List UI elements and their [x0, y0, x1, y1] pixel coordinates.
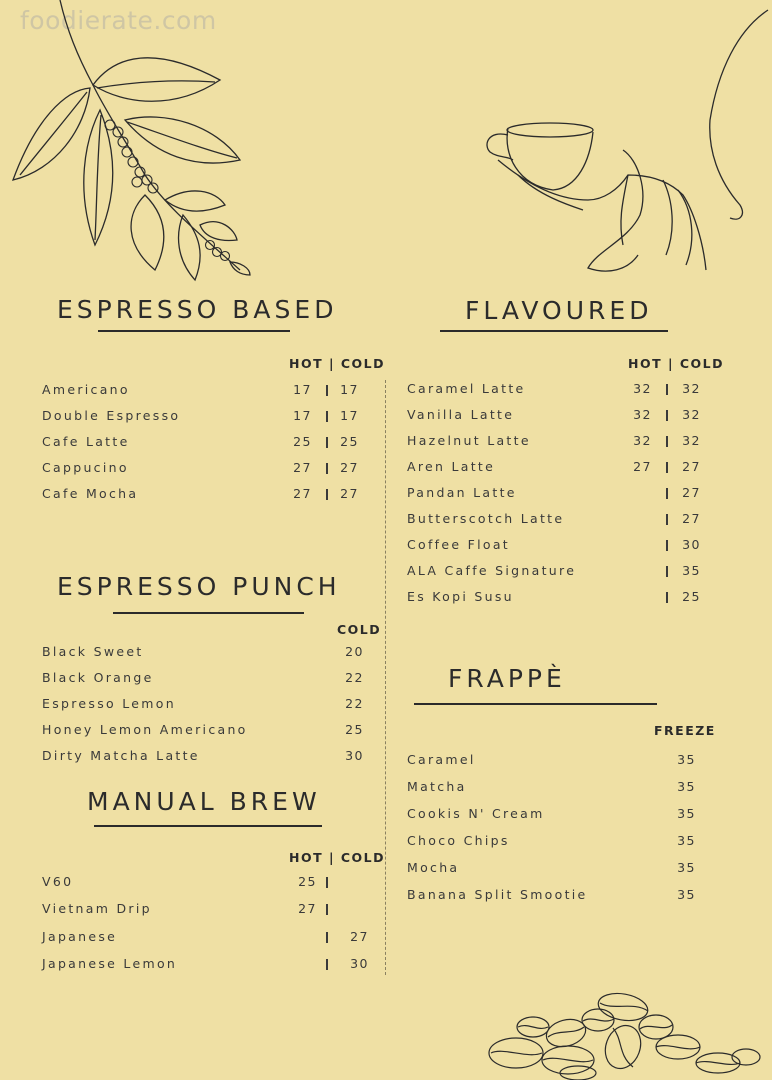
menu-item-name: ALA Caffe Signature — [407, 563, 577, 578]
price-cold: 17 — [340, 408, 359, 423]
price-cold: 25 — [345, 722, 364, 737]
menu-item-name: Butterscotch Latte — [407, 511, 565, 526]
menu-item-name: Banana Split Smootie — [407, 887, 588, 902]
price-freeze: 35 — [677, 752, 696, 767]
price-freeze: 35 — [677, 860, 696, 875]
menu-item-name: Caramel Latte — [407, 381, 526, 396]
price-separator — [326, 932, 328, 943]
title-underline — [414, 703, 657, 705]
price-hot: 25 — [298, 874, 317, 889]
price-separator — [326, 385, 328, 396]
menu-item-name: Coffee Float — [407, 537, 511, 552]
price-separator — [326, 489, 328, 500]
menu-item-name: Vietnam Drip — [42, 901, 152, 916]
price-cold: 32 — [682, 407, 701, 422]
menu-item-name: Black Sweet — [42, 644, 144, 659]
price-cold: 30 — [682, 537, 701, 552]
title-underline — [98, 330, 290, 332]
menu-item-name: Espresso Lemon — [42, 696, 176, 711]
menu-item-name: Black Orange — [42, 670, 154, 685]
price-cold: 32 — [682, 433, 701, 448]
section-title-espresso-punch: ESPRESSO PUNCH — [57, 572, 341, 601]
menu-item-name: Dirty Matcha Latte — [42, 748, 200, 763]
price-hot: 27 — [293, 486, 312, 501]
price-separator — [326, 437, 328, 448]
price-hot: 25 — [293, 434, 312, 449]
price-separator — [666, 592, 668, 603]
menu-item-name: Cookis N' Cream — [407, 806, 545, 821]
price-hot: 17 — [293, 382, 312, 397]
price-cold: 25 — [682, 589, 701, 604]
price-separator — [326, 411, 328, 422]
col-header-hot-cold: HOT | COLD — [289, 850, 386, 865]
price-cold: 27 — [682, 459, 701, 474]
coffee-beans-icon — [488, 985, 772, 1080]
price-freeze: 35 — [677, 887, 696, 902]
menu-item-name: Caramel — [407, 752, 476, 767]
price-cold: 22 — [345, 696, 364, 711]
price-separator — [666, 488, 668, 499]
price-hot: 32 — [633, 407, 652, 422]
price-cold: 27 — [340, 486, 359, 501]
price-separator — [666, 410, 668, 421]
menu-item-name: Mocha — [407, 860, 460, 875]
menu-item-name: Cafe Latte — [42, 434, 130, 449]
price-separator — [666, 436, 668, 447]
price-cold: 17 — [340, 382, 359, 397]
menu-item-name: Americano — [42, 382, 130, 397]
section-title-frappe: FRAPPÈ — [448, 664, 566, 693]
price-separator — [666, 462, 668, 473]
price-separator — [666, 384, 668, 395]
coffee-branch-icon — [5, 0, 255, 285]
price-cold: 22 — [345, 670, 364, 685]
section-title-espresso-based: ESPRESSO BASED — [57, 295, 338, 324]
price-separator — [666, 566, 668, 577]
price-hot: 32 — [633, 433, 652, 448]
watermark: foodierate.com — [20, 6, 217, 35]
price-freeze: 35 — [677, 779, 696, 794]
menu-item-name: Cappucino — [42, 460, 129, 475]
price-separator — [326, 959, 328, 970]
col-header-freeze: FREEZE — [654, 723, 716, 738]
price-cold: 25 — [340, 434, 359, 449]
hand-holding-cup-icon — [478, 0, 772, 285]
menu-item-name: Pandan Latte — [407, 485, 517, 500]
price-cold: 27 — [682, 485, 701, 500]
menu-item-name: Vanilla Latte — [407, 407, 515, 422]
menu-item-name: Honey Lemon Americano — [42, 722, 248, 737]
price-separator — [666, 540, 668, 551]
col-header-hot-cold: HOT | COLD — [628, 356, 725, 371]
menu-item-name: Japanese — [42, 929, 118, 944]
price-cold: 27 — [350, 929, 369, 944]
section-title-flavoured: FLAVOURED — [465, 296, 653, 325]
menu-item-name: Japanese Lemon — [42, 956, 178, 971]
price-hot: 27 — [298, 901, 317, 916]
price-cold: 30 — [345, 748, 364, 763]
col-header-hot-cold: HOT | COLD — [289, 356, 386, 371]
price-cold: 32 — [682, 381, 701, 396]
price-freeze: 35 — [677, 833, 696, 848]
menu-item-name: Cafe Mocha — [42, 486, 139, 501]
price-cold: 35 — [682, 563, 701, 578]
col-header-cold: COLD — [337, 622, 382, 637]
price-freeze: 35 — [677, 806, 696, 821]
price-cold: 27 — [340, 460, 359, 475]
menu-item-name: Hazelnut Latte — [407, 433, 531, 448]
price-cold: 20 — [345, 644, 364, 659]
price-hot: 27 — [293, 460, 312, 475]
price-hot: 17 — [293, 408, 312, 423]
title-underline — [94, 825, 322, 827]
menu-item-name: Double Espresso — [42, 408, 181, 423]
price-separator — [666, 514, 668, 525]
title-underline — [113, 612, 304, 614]
menu-item-name: Es Kopi Susu — [407, 589, 514, 604]
price-cold: 27 — [682, 511, 701, 526]
menu-item-name: Choco Chips — [407, 833, 510, 848]
menu-item-name: Matcha — [407, 779, 467, 794]
menu-item-name: Aren Latte — [407, 459, 496, 474]
price-cold: 30 — [350, 956, 369, 971]
section-title-manual-brew: MANUAL BREW — [87, 787, 321, 816]
price-separator — [326, 904, 328, 915]
price-hot: 27 — [633, 459, 652, 474]
price-separator — [326, 463, 328, 474]
column-divider — [385, 380, 386, 975]
price-hot: 32 — [633, 381, 652, 396]
menu-item-name: V60 — [42, 874, 74, 889]
price-separator — [326, 877, 328, 888]
title-underline — [440, 330, 668, 332]
